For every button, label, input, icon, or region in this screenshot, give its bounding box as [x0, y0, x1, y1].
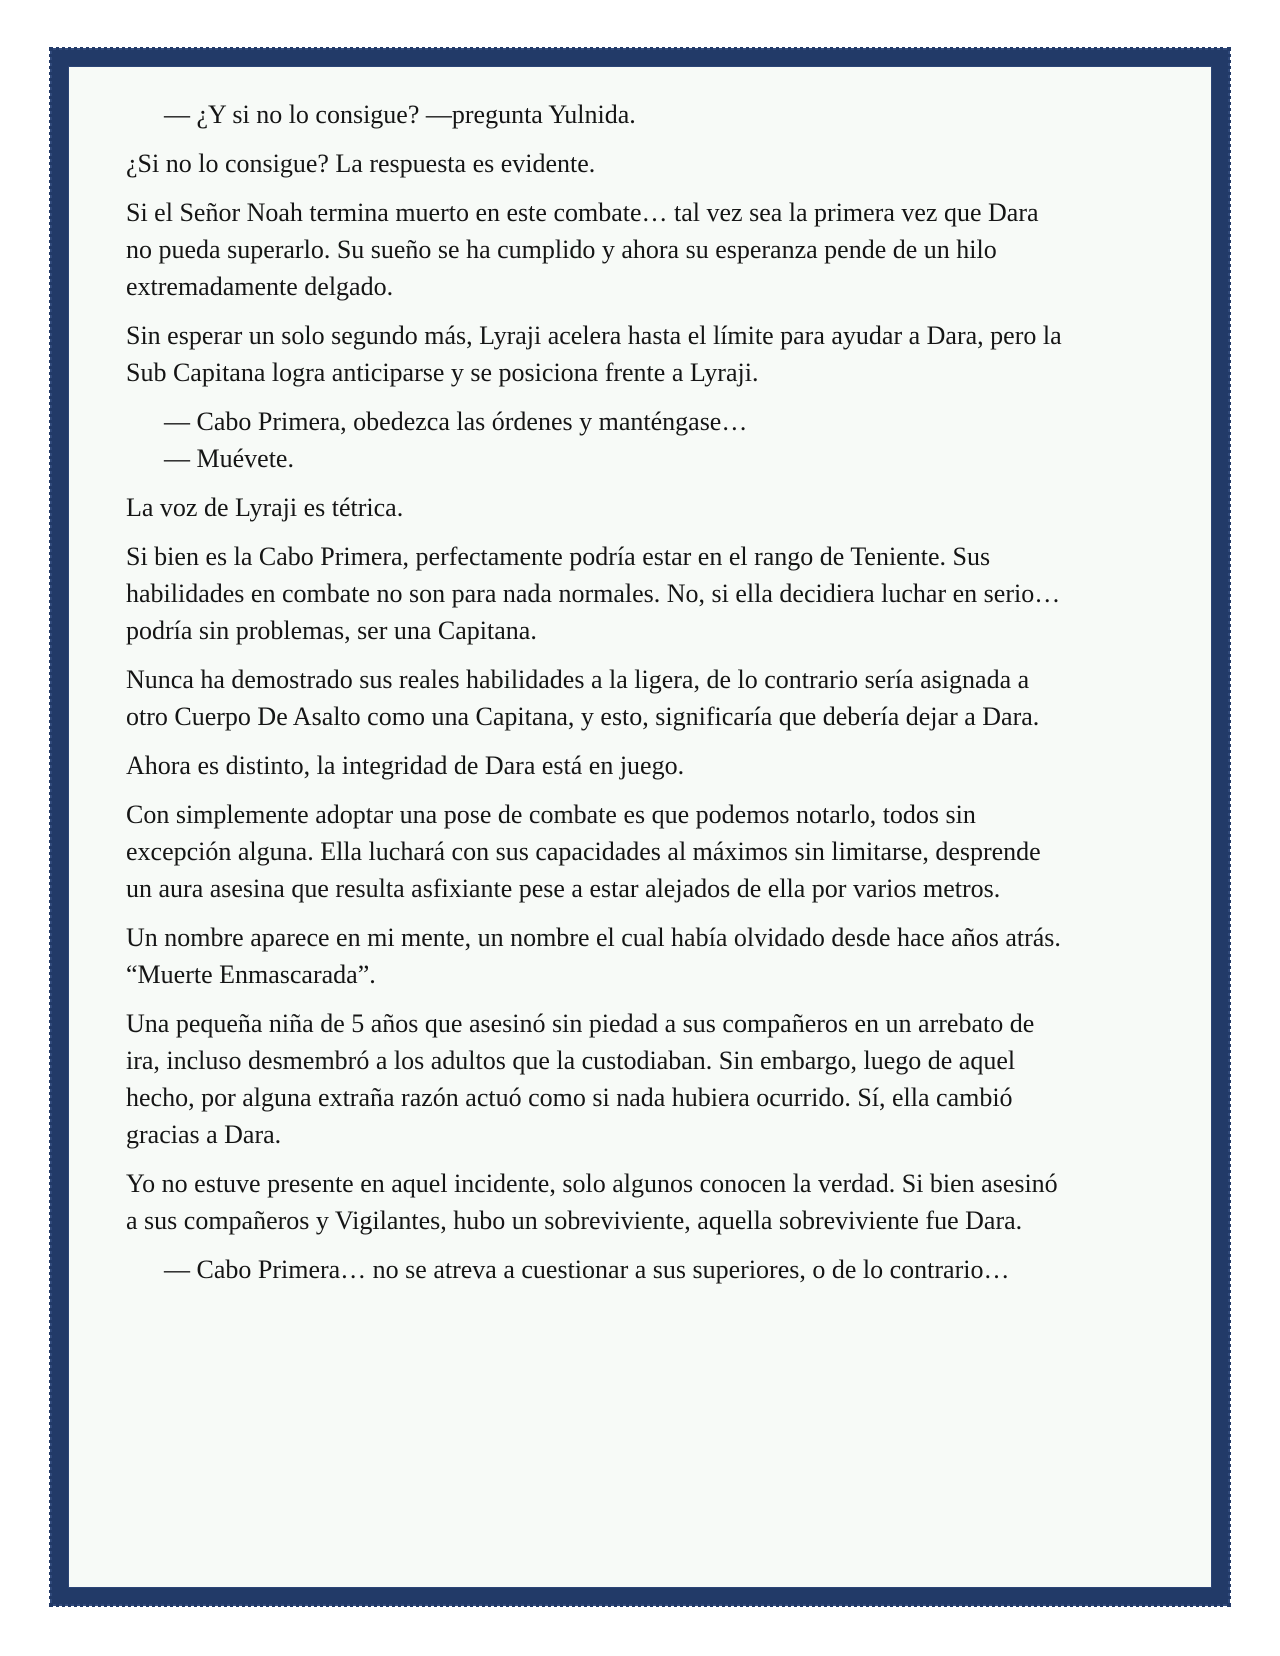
paragraph: La voz de Lyraji es tétrica. — [126, 493, 404, 522]
paragraph: Ahora es distinto, la integridad de Dara está en juego. — [126, 751, 685, 780]
paragraph: Sin esperar un solo segundo más, Lyraji acelera hasta el límite para ayudar a Dara, pero la Sub Capitana logra anticiparse y se posiciona frente a Lyraji. — [126, 321, 1062, 387]
document-body — [126, 96, 1066, 1300]
paragraph: Una pequeña niña de 5 años que asesinó sin piedad a sus compañeros en un arrebato de ira, incluso desmembró a los adultos que la custodiaban. Sin embargo, luego de aquel hecho, por alguna extraña razón actuó como si nada hubiera ocurrido. Sí, ella cambió gracias a Dara. — [126, 1009, 1035, 1149]
paragraph-dialogue: — Cabo Primera… no se atreva a cuestionar a sus superiores, o de lo contrario… — [164, 1255, 1010, 1284]
paragraph-dialogue: — Muévete. — [164, 444, 294, 473]
paragraph: Con simplemente adoptar una pose de combate es que podemos notarlo, todos sin excepción alguna. Ella luchará con sus capacidades al máximos sin limitarse, desprende un aura asesina que resulta asfixiante pese a estar alejados de ella por varios metros. — [126, 800, 1041, 903]
paragraph: Nunca ha demostrado sus reales habilidades a la ligera, de lo contrario sería asignada a otro Cuerpo De Asalto como una Capitana, y esto, significaría que debería dejar a Dara. — [126, 665, 1040, 731]
paragraph: ¿Si no lo consigue? La respuesta es evidente. — [126, 149, 596, 178]
paragraph-dialogue: — ¿Y si no lo consigue? —pregunta Yulnida. — [164, 100, 636, 129]
paragraph-dialogue: — Cabo Primera, obedezca las órdenes y manténgase… — [164, 407, 748, 436]
paragraph: Yo no estuve presente en aquel incidente, solo algunos conocen la verdad. Si bien asesinó a sus compañeros y Vigilantes, hubo un sobreviviente, aquella sobreviviente fue Dara. — [126, 1169, 1058, 1235]
paragraph: Si bien es la Cabo Primera, perfectamente podría estar en el rango de Teniente. Sus habilidades en combate no son para nada normales. No, si ella decidiera luchar en serio… podría sin problemas, ser una Capitana. — [126, 542, 1061, 645]
paragraph: Un nombre aparece en mi mente, un nombre el cual había olvidado desde hace años atrás. “Muerte Enmascarada”. — [126, 923, 1061, 989]
paragraph: Si el Señor Noah termina muerto en este combate… tal vez sea la primera vez que Dara no pueda superarlo. Su sueño se ha cumplido y ahora su esperanza pende de un hilo extremadamente delgado. — [126, 198, 1039, 301]
